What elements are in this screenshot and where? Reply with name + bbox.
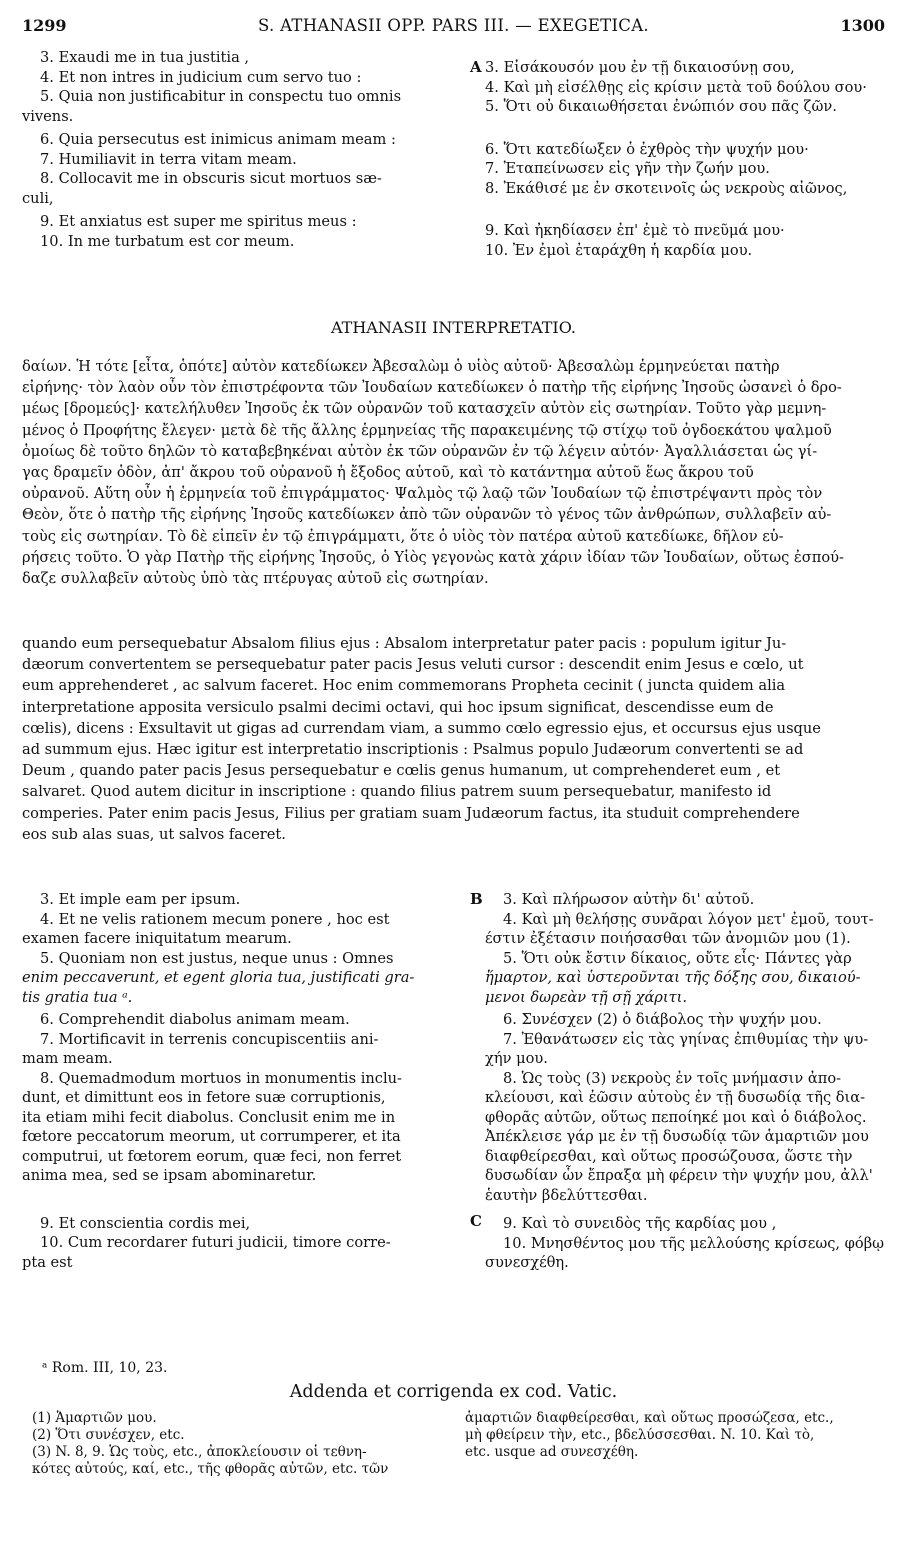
text-line: ὁμοίως δὲ τοῦτο δηλῶν τὸ καταβεβηκέναι αὐτὸν ἐκ τῶν οὐρανῶν ἐν τῷ λέγειν αὐτόν· Ἀγαλλιάσεται ὡς γί- — [22, 442, 818, 460]
page-header — [22, 16, 885, 40]
lower-latin-column — [22, 890, 442, 1272]
verse-line: 6. Comprehendit diabolus animam meam. — [40, 1011, 350, 1028]
verse-line: 8. Collocavit me in obscuris sicut mortuos sæ- — [40, 170, 382, 187]
verse-line: ἥμαρτον, καὶ ὑστεροῦνται τῆς δόξης σου, δικαιού- — [485, 969, 861, 986]
page-number-right: 1300 — [840, 16, 885, 35]
verse-line: μενοι δωρεὰν τῇ σῇ χάριτι. — [485, 988, 688, 1006]
verse-line: 4. Et ne velis rationem mecum ponere , hoc est — [40, 910, 390, 928]
top-greek-column — [485, 58, 885, 260]
text-line: δαζε συλλαβεῖν αὐτοὺς ὑπὸ τὰς πτέρυγας αὐτοῦ εἰς σωτηρίαν. — [22, 570, 489, 588]
addenda-right-column — [465, 1410, 885, 1461]
margin-marker-b: B — [470, 890, 483, 908]
verse-line: 3. Exaudi me in tua justitia , — [40, 49, 250, 66]
text-line: γας δραμεῖν ὁδὸν, ἀπ' ἄκρου τοῦ οὐρανοῦ ἡ ἔξοδος αὐτοῦ, καὶ τὸ κατάντημα αὐτοῦ ἕως ἄκρου τοῦ — [22, 464, 754, 482]
text-line: salvaret. Quod autem dicitur in inscriptione : quando filius patrem suum persequebatur, manifesto id — [22, 783, 772, 801]
text-line: μέως [δρομεύς]· κατελήλυθεν Ἰησοῦς ἐκ τῶν οὐρανῶν τοῦ κατασχεῖν αὐτὸν εἰς σωτηρίαν. Τοῦτο γὰρ μεμνη- — [22, 400, 827, 418]
verse-line: culi, — [22, 189, 54, 207]
verse-line: 3. Εἰσάκουσόν μου ἐν τῇ δικαιοσύνῃ σου, — [485, 59, 795, 76]
verse-line: anima mea, sed se ipsam abominaretur. — [22, 1167, 317, 1184]
verse-line: Ἀπέκλεισε γάρ με ἐν τῇ δυσωδίᾳ τῶν ἁμαρτιῶν μου — [485, 1128, 869, 1145]
page-number-left: 1299 — [22, 16, 67, 35]
verse-line: 4. Καὶ μὴ θελήσῃς συνᾶραι λόγον μετ' ἐμοῦ, τουτ- — [503, 910, 874, 928]
verse-line: 8. Ὡς τοὺς (3) νεκροὺς ἐν τοῖς μνήμασιν ἀπο- — [503, 1069, 842, 1087]
text-line: ad summum ejus. Hæc igitur est interpretatio inscriptionis : Psalmus populo Judæorum convertenti se ad — [22, 741, 804, 759]
verse-line: έστιν ἐξέτασιν ποιήσασθαι τῶν ἀνομιῶν μου (1). — [485, 930, 851, 947]
verse-line: 7. Ἐταπείνωσεν εἰς γῆν τὴν ζωήν μου. — [485, 160, 770, 177]
verse-line: 6. Ὅτι κατεδίωξεν ὁ ἐχθρὸς τὴν ψυχήν μου· — [485, 140, 809, 158]
verse-line: 4. Et non intres in judicium cum servo tuo : — [40, 68, 362, 86]
verse-line: χήν μου. — [485, 1050, 548, 1067]
addenda-line: (2) Ὅτι συνέσχεν, etc. — [32, 1427, 185, 1443]
verse-line: 3. Et imple eam per ipsum. — [40, 891, 241, 908]
text-line: interpretatione apposita versiculo psalmi decimi octavi, qui hoc ipsum significat, descendisse eum de — [22, 698, 774, 716]
verse-line: 5. Quia non justificabitur in conspectu tuo omnis — [40, 88, 402, 105]
margin-marker-a: A — [470, 58, 482, 76]
verse-line: 9. Et anxiatus est super me spiritus meus : — [40, 213, 357, 230]
lower-verses — [22, 890, 885, 1360]
verse-line: dunt, et dimittunt eos in fetore suæ corruptionis, — [22, 1089, 386, 1106]
text-line: μένος ὁ Προφήτης ἔλεγεν· μετὰ δὲ τῆς ἄλλης ἑρμηνείας τῆς παρακειμένης τῷ στίχῳ τοῦ ὀγδοεκάτου ψαλμοῦ — [22, 421, 832, 439]
verse-line: 8. Quemadmodum mortuos in monumentis inclu- — [40, 1069, 402, 1087]
verse-line: 9. Et conscientia cordis mei, — [40, 1214, 251, 1232]
text-line: eum apprehenderet , ac salvum faceret. Hoc enim commemorans Propheta cecinit ( juncta quidem alia — [22, 677, 786, 695]
verse-line: 10. Cum recordarer futuri judicii, timore corre- — [40, 1234, 391, 1251]
top-verses — [22, 48, 885, 293]
verse-line: 10. Μνησθέντος μου τῆς μελλούσης κρίσεως, φόβῳ — [503, 1234, 885, 1252]
text-line: εἰρήνης· τὸν λαὸν οὖν τὸν ἐπιστρέφοντα τῶν Ἰουδαίων κατεδίωκεν ὁ πατὴρ τῆς εἰρήνης Ἰησοῦς ὡσανεὶ ὁ δρο- — [22, 379, 842, 397]
text-line: cœlis), dicens : Exsultavit ut gigas ad currendam viam, a summo cœlo egressio ejus, et occursus ejus usque — [22, 719, 821, 737]
addenda-left-column — [32, 1410, 472, 1478]
running-title: S. ATHANASII OPP. PARS III. — EXEGETICA. — [258, 16, 649, 35]
verse-line: δυσωδίαν ὧν ἔπραξα μὴ φέρειν τὴν ψυχήν μου, ἀλλ' — [485, 1167, 873, 1184]
margin-marker-c: C — [470, 1212, 482, 1230]
text-line: quando eum persequebatur Absalom filius ejus : Absalom interpretatur pater pacis : populum igitur Ju- — [22, 635, 787, 652]
text-line: comperies. Pater enim pacis Jesus, Filius per gratiam suam Judæorum factus, ita studuit comprehendere — [22, 804, 800, 822]
verse-line: 5. Ὅτι οὐ δικαιωθήσεται ἐνώπιόν σου πᾶς ζῶν. — [485, 98, 837, 115]
verse-line: διαφθείρεσθαι, καὶ οὕτως προσώζουσα, ὥστε τὴν — [485, 1147, 853, 1165]
verse-line: pta est — [22, 1253, 73, 1271]
addenda-line: (3) N. 8, 9. Ὡς τοὺς, etc., ἀποκλείουσιν οἱ τεθνη- — [32, 1444, 367, 1460]
verse-line: computrui, ut fœtorem eorum, quæ feci, non ferret — [22, 1147, 402, 1165]
verse-line: 3. Καὶ πλήρωσον αὐτὴν δι' αὐτοῦ. — [503, 891, 755, 908]
verse-line: 4. Καὶ μὴ εἰσέλθῃς εἰς κρίσιν μετὰ τοῦ δούλου σου· — [485, 78, 867, 96]
verse-line: 10. Ἐν ἐμοὶ ἐταράχθη ἡ καρδία μου. — [485, 241, 753, 259]
verse-line: κλείουσι, καὶ ἐῶσιν αὐτοὺς ἐν τῇ δυσωδίᾳ τῆς δια- — [485, 1089, 866, 1106]
verse-line: ita etiam mihi fecit diabolus. Conclusit enim me in — [22, 1108, 396, 1126]
text-line: ρήσεις τοῦτο. Ὁ γὰρ Πατὴρ τῆς εἰρήνης Ἰησοῦς, ὁ Υἱὸς γεγονὼς κατὰ χάριν ἰδίαν τῶν Ἰουδαίων, οὕτως ἐσπού- — [22, 548, 844, 566]
text-line: δαίων. Ἡ τότε [εἶτα, ὁπότε] αὐτὸν κατεδίωκεν Ἀβεσαλὼμ ὁ υἱὸς αὐτοῦ· Ἀβεσαλὼμ ἑρμηνεύεται πατὴρ — [22, 358, 780, 375]
addenda-line: etc. usque ad συνεσχέθη. — [465, 1444, 639, 1460]
interpretatio-latin — [22, 633, 885, 845]
addenda-line: μὴ φθείρειν τὴν, etc., βδελύσσεσθαι. N. 10. Καὶ τὸ, — [465, 1427, 815, 1443]
verse-line: 7. Humiliavit in terra vitam meam. — [40, 150, 297, 168]
top-latin-column — [22, 48, 442, 251]
verse-line: 5. Ὅτι οὐκ ἔστιν δίκαιος, οὔτε εἷς· Πάντες γὰρ — [503, 949, 852, 967]
verse-line: φθορᾶς αὐτῶν, οὕτως πεποίηκέ μοι καὶ ὁ διάβολος. — [485, 1108, 867, 1126]
addenda-line: κότες αὐτούς, καί, etc., τῆς φθορᾶς αὐτῶν, etc. τῶν — [32, 1461, 389, 1477]
verse-line: 9. Καὶ ἠκηδίασεν ἐπ' ἐμὲ τὸ πνεῦμά μου· — [485, 222, 785, 239]
addenda-line: (1) Ἁμαρτιῶν μου. — [32, 1410, 157, 1426]
verse-line: 7. Ἐθανάτωσεν εἰς τὰς γηίνας ἐπιθυμίας τὴν ψυ- — [503, 1030, 869, 1048]
text-line: dæorum convertentem se persequebatur pater pacis Jesus veluti cursor : descendit enim Jesus e cœlo, ut — [22, 656, 804, 674]
verse-line: ἑαυτὴν βδελύττεσθαι. — [485, 1186, 648, 1204]
verse-line: 6. Συνέσχεν (2) ὁ διάβολος τὴν ψυχήν μου. — [503, 1011, 822, 1028]
verse-line: fœtore peccatorum meorum, ut corrumperer, et ita — [22, 1128, 401, 1145]
text-line: τοὺς εἰς σωτηρίαν. Τὸ δὲ εἰπεῖν ἐν τῷ ἐπιγράμματι, ὅτε ὁ υἱὸς τὸν πατέρα αὐτοῦ κατεδίωκε, δῆλον εὑ- — [22, 527, 784, 545]
lower-greek-column — [485, 890, 885, 1273]
text-line: Θεὸν, ὅτε ὁ πατὴρ τῆς εἰρήνης Ἰησοῦς κατεδίωκεν ἀπὸ τῶν οὐρανῶν τὸ γένος τῶν ἀνθρώπων, συλλαβεῖν αὐ- — [22, 506, 832, 524]
footnote: ᵃ Rom. III, 10, 23. — [42, 1360, 168, 1376]
verse-line: 6. Quia persecutus est inimicus animam meam : — [40, 131, 396, 148]
verse-line: 8. Ἐκάθισέ με ἐν σκοτεινοῖς ὡς νεκροὺς αἰῶνος, — [485, 179, 848, 197]
text-line: eos sub alas suas, ut salvos faceret. — [22, 825, 286, 843]
verse-line: 9. Καὶ τὸ συνειδὸς τῆς καρδίας μου , — [503, 1215, 777, 1232]
section-title: ATHANASII INTERPRETATIO. — [330, 318, 577, 337]
addenda-title: Addenda et corrigenda ex cod. Vatic. — [289, 1382, 618, 1402]
verse-line: mam meam. — [22, 1050, 113, 1067]
text-line: Deum , quando pater pacis Jesus persequebatur e cœlis genus humanum, ut comprehenderet eum , et — [22, 762, 781, 780]
text-line: οὐρανοῦ. Αὕτη οὖν ἡ ἑρμηνεία τοῦ ἐπιγράμματος· Ψαλμὸς τῷ λαῷ τῶν Ἰουδαίων τῷ ἐπιστρέψαντι πρὸς τὸν — [22, 485, 823, 503]
verse-line: 7. Mortificavit in terrenis concupiscentiis ani- — [40, 1030, 379, 1048]
interpretatio-greek — [22, 356, 885, 589]
verse-line: συνεσχέθη. — [485, 1254, 569, 1271]
verse-line: enim peccaverunt, et egent gloria tua, justificati gra- — [22, 969, 415, 986]
verse-line: 10. In me turbatum est cor meum. — [40, 232, 295, 250]
verse-line: tis gratia tua ᵃ. — [22, 988, 133, 1006]
addenda-line: ἁμαρτιῶν διαφθείρεσθαι, καὶ οὕτως προσώζεσα, etc., — [465, 1410, 834, 1426]
verse-line: examen facere iniquitatum mearum. — [22, 930, 292, 947]
verse-line: vivens. — [22, 107, 74, 125]
verse-line: 5. Quoniam non est justus, neque unus : Omnes — [40, 949, 394, 967]
